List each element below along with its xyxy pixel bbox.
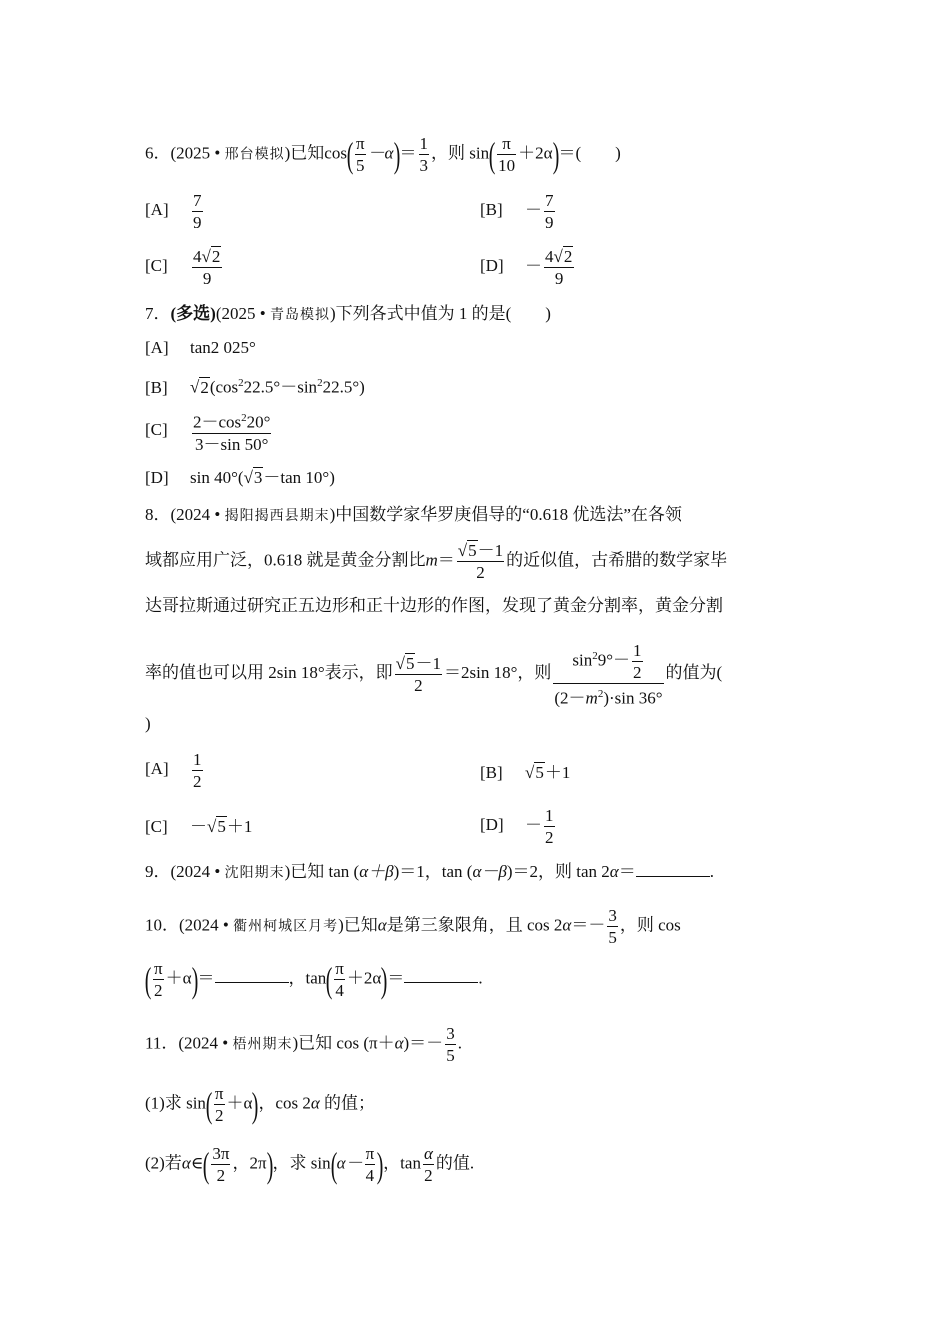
option-label: [B] [480, 200, 503, 220]
fraction [395, 653, 442, 696]
q9-text: )＝1，tan ( [393, 862, 473, 881]
option-text: －tan 10° [263, 468, 330, 487]
frac-den: 2 [424, 1166, 433, 1185]
paren-left: ( [144, 959, 152, 1000]
frac-den: 2 [193, 772, 202, 791]
paren-left: ( [330, 1144, 337, 1185]
q9-text: ＝ [618, 862, 636, 881]
frac-den: 2 [214, 1106, 224, 1125]
q9-source-year: (2024 [170, 862, 211, 881]
q9-text: )＝2，则 tan 2 [506, 862, 610, 881]
exponent: 2 [317, 377, 323, 389]
frac-den: 9 [554, 269, 564, 288]
var-alpha: α [377, 915, 387, 935]
coef: 4 [193, 247, 202, 266]
option-text: sin 40° [190, 468, 238, 487]
q7-option-c[interactable] [145, 408, 273, 455]
paren-right: ) [376, 1144, 384, 1185]
q8-text: ＝2sin 18°，则 [443, 663, 552, 683]
frac-den: 10 [498, 156, 516, 175]
q7-source-name: 青岛模拟 [269, 308, 330, 323]
q10-line-1: 10．(2024 • 衢州柯城区月考)已知α是第三象限角，且 cos 2α＝－ $\frac{3}{5}$ ，则 cos [145, 906, 681, 947]
sqrt-symbol: √ [190, 377, 200, 397]
option-text: 22.5°－sin [243, 377, 318, 397]
paren-right: ) [393, 134, 400, 175]
fraction [192, 190, 203, 233]
q9-stem: 9．(2024 • 沈阳期末)已知 tan (α＋β)＝1，tan (α－β)＝2，则 tan 2α＝ . [145, 862, 714, 881]
frac-num [395, 653, 442, 675]
frac-num: 1 [545, 806, 554, 825]
fraction [544, 190, 555, 233]
q7-text: )下列各式中值为 1 的是( ) [329, 304, 551, 323]
fraction [497, 133, 516, 176]
minus-one: －1 [415, 653, 441, 673]
equals: ＝ [437, 550, 455, 570]
q6-answer-paren: ＝( ) [558, 143, 621, 163]
radicand: 5 [405, 653, 415, 673]
q6-text: )已知 [284, 143, 325, 163]
option-sign: － [525, 256, 542, 276]
frac-num: π [355, 134, 365, 153]
frac-den: 5 [608, 928, 617, 947]
fraction [544, 805, 555, 848]
q8-text: ) [145, 714, 151, 733]
q8-option-b[interactable] [480, 758, 570, 783]
q7-option-b[interactable] [145, 371, 365, 400]
option-sign: － [525, 815, 542, 835]
q9-expr: α＋β [359, 862, 394, 881]
q6-option-a[interactable] [145, 190, 205, 233]
fraction [607, 905, 618, 948]
exponent: 2 [597, 688, 604, 700]
q10-text: 是第三象限角，且 cos 2 [386, 915, 563, 935]
q11-source-year: (2024 [178, 1033, 219, 1053]
sqrt-symbol: √ [553, 247, 563, 266]
frac-num: 3 [608, 906, 617, 925]
frac-den: 2 [545, 828, 554, 847]
q6-source-year: (2025 [170, 143, 211, 163]
q6-number: 6． [145, 143, 171, 163]
frac-num: 1 [633, 641, 642, 660]
fraction [365, 1143, 376, 1186]
q7-multi-tag: (多选) [170, 304, 216, 323]
frac-num: 1 [419, 134, 428, 153]
q6-minus-alpha: －α [367, 143, 394, 163]
fraction [355, 133, 366, 176]
fraction [211, 1143, 230, 1186]
var-alpha: α [181, 1153, 191, 1173]
q10-text: ，则 cos [619, 915, 681, 935]
q10-source-year: (2024 [179, 915, 219, 935]
q8-line-1: 8．(2024 • 揭阳揭西县期末)中国数学家华罗庚倡导的“0.618 优选法”在各领 [145, 505, 682, 524]
frac-den: 4 [335, 981, 344, 1000]
frac-den: 2 [414, 675, 423, 695]
frac-den: 4 [365, 1166, 375, 1185]
q8-line-4 [145, 640, 722, 709]
q6-source-name: 邢台模拟 [224, 147, 285, 163]
frac-num: π [214, 1084, 224, 1103]
paren-left: ( [237, 468, 244, 487]
q11-text: ，2π [232, 1153, 267, 1173]
frac-den [553, 684, 663, 709]
q11-text: )已知 cos (π＋ [292, 1033, 395, 1053]
q11-part-2 [145, 1143, 474, 1186]
q8-text: 达哥拉斯通过研究正五边形和正十边形的作图，发现了黄金分割率，黄金分割 [145, 596, 723, 615]
q11-text: ，求 sin [272, 1153, 331, 1173]
q6-cos: cos [324, 143, 347, 163]
frac-den: 9 [545, 213, 554, 232]
sqrt-symbol: √ [525, 763, 535, 782]
q11-text: ，tan [383, 1153, 421, 1173]
option-label: [C] [145, 256, 168, 276]
frac-num: 3 [446, 1024, 455, 1043]
option-label: [B] [145, 377, 168, 397]
q10-text: ＝－ [571, 915, 606, 935]
exponent: 2 [592, 649, 598, 662]
frac-den: 2 [476, 563, 485, 582]
q10-source-name: 衢州柯城区月考 [233, 919, 339, 935]
q8-text: 率的值也可以用 2sin 18°表示，即 [145, 663, 393, 683]
paren-left: ( [205, 1084, 213, 1125]
q10-plus-alpha: ＋α [165, 968, 192, 988]
frac-num-part: 2－cos [193, 412, 242, 432]
option-text: ＋1 [544, 763, 571, 782]
fraction [192, 246, 222, 289]
q9-number: 9． [145, 862, 171, 881]
paren-right: ) [266, 1144, 273, 1185]
q7-number: 7． [145, 304, 171, 323]
frac-den: 2 [154, 981, 163, 1000]
option-label: [A] [145, 759, 169, 779]
frac-num-part: sin [572, 650, 593, 670]
sqrt-symbol: √ [243, 468, 253, 487]
q8-source-year: (2024 [170, 505, 211, 524]
q11-text: 的值. [435, 1153, 475, 1173]
frac-num: π [154, 959, 163, 978]
q9-text: )已知 tan ( [284, 862, 360, 881]
q11-part-1 [145, 1083, 375, 1126]
frac-num-part: 20° [246, 412, 271, 432]
q6-text-mid: ，则 sin [431, 143, 490, 163]
frac-num [192, 246, 222, 268]
frac-den: 2 [216, 1166, 226, 1185]
var-m: m [425, 550, 438, 570]
answer-blank[interactable] [404, 968, 478, 983]
sqrt-symbol: √ [207, 817, 217, 836]
q7-option-d[interactable] [145, 466, 335, 490]
q9-expr: α [609, 862, 619, 881]
q11-text: )＝－ [403, 1033, 444, 1053]
var-alpha: α [562, 915, 572, 935]
element-of: ∈ [190, 1153, 204, 1173]
q8-line-3 [145, 594, 723, 618]
radicand: 2 [563, 247, 573, 266]
frac-num [457, 540, 504, 562]
frac-den: 9 [193, 213, 202, 232]
frac-den: 2 [633, 663, 642, 682]
paren-right: ) [252, 1084, 259, 1125]
fraction [419, 133, 430, 176]
q7-stem: 7．(多选)(2025 • 青岛模拟)下列各式中值为 1 的是( ) [145, 304, 551, 323]
var-m: m [585, 688, 598, 708]
frac-num: 1 [193, 750, 202, 769]
frac-num [553, 640, 663, 684]
option-label: [A] [145, 338, 169, 357]
option-label: [D] [480, 256, 504, 276]
q8-text: 域都应用广泛，0.618 就是黄金分割比 [145, 550, 426, 570]
q8-number: 8． [145, 505, 171, 524]
q6-option-b[interactable] [480, 190, 557, 233]
fraction [423, 1143, 434, 1186]
answer-blank[interactable] [636, 862, 710, 877]
q11-end: . [457, 1033, 462, 1053]
q6-equals: ＝ [399, 143, 417, 163]
frac-num-part: 9°－ [597, 650, 631, 670]
q8-line-2 [145, 540, 727, 583]
q9-end: . [709, 862, 714, 881]
fraction [192, 408, 271, 455]
exponent: 2 [241, 412, 247, 424]
frac-den: 9 [202, 269, 212, 288]
q10-end: . [478, 968, 483, 988]
fraction [214, 1083, 225, 1126]
paren-left: ( [325, 959, 333, 1000]
paren-left: ( [488, 134, 496, 175]
paren-right: ) [552, 134, 559, 175]
radicand: 5 [468, 541, 477, 560]
q11-expr: α－ [336, 1153, 363, 1173]
q11-number: 11． [145, 1033, 179, 1053]
frac-den-part: )·sin 36° [603, 688, 663, 708]
q8-text: 的值为( [665, 663, 723, 683]
q11-plus-alpha: ＋α [226, 1093, 253, 1113]
coef: 4 [545, 247, 554, 266]
q11-text: (1)求 sin [145, 1093, 206, 1113]
frac-num: α [423, 1144, 433, 1163]
frac-num: 7 [193, 191, 202, 210]
q11-stem: 11．(2024 • 梧州期末)已知 cos (π＋α)＝－ $\frac{3}{5}$ . [145, 1024, 462, 1065]
option-label: [C] [145, 420, 168, 440]
q9-source-name: 沈阳期末 [224, 866, 285, 881]
q8-source-name: 揭阳揭西县期末 [224, 509, 330, 524]
paren-left: ( [346, 134, 354, 175]
q8-option-a[interactable] [145, 749, 205, 792]
q6-stem: 6．(2025 • 邢台模拟)已知cos( $\frac{\pi}{5}$ －α)＝ $\frac{1}{3}$ ，则 sin( $\frac{\pi}{10}$ ＋2α)＝( ) [145, 134, 621, 175]
q8-option-d[interactable] [480, 805, 557, 848]
fraction [457, 540, 504, 583]
option-sign: － [525, 200, 542, 220]
frac-den: 5 [356, 156, 365, 175]
fraction [334, 958, 345, 1001]
frac-den: 3－sin 50° [195, 434, 269, 454]
option-text: ＋1 [226, 817, 253, 836]
q10-line-2 [145, 958, 483, 1001]
q10-text: ，tan [288, 968, 327, 988]
q8-text: )中国数学家华罗庚倡导的“0.618 优选法”在各领 [329, 505, 682, 524]
minus-one: －1 [477, 541, 504, 560]
q6-option-c[interactable] [145, 246, 224, 289]
frac-num: π [335, 959, 344, 978]
frac-num: π [365, 1144, 375, 1163]
frac-num: π [497, 133, 516, 155]
q8-option-c[interactable] [145, 815, 252, 839]
frac-den-part: (2－ [554, 688, 586, 708]
radicand: 2 [200, 377, 209, 397]
frac-num: 3π [212, 1144, 230, 1163]
option-text: 22.5°) [322, 377, 365, 397]
fraction [544, 246, 574, 289]
fraction [192, 749, 203, 792]
answer-blank[interactable] [215, 968, 289, 983]
q6-option-d[interactable] [480, 246, 576, 289]
q7-source-year: (2025 [215, 304, 256, 323]
exponent: 2 [238, 377, 244, 389]
q7-option-a[interactable] [145, 336, 256, 360]
q10-text: )已知 [338, 915, 378, 935]
q11-text: 的值； [319, 1093, 376, 1113]
q6-plus-2alpha: ＋2α [518, 143, 553, 163]
sqrt-symbol: √ [457, 541, 468, 560]
frac-den: 5 [446, 1046, 455, 1065]
option-label: [D] [145, 468, 169, 487]
option-label: [D] [480, 815, 504, 835]
option-label: [A] [145, 200, 169, 220]
radicand: 5 [217, 817, 226, 836]
q10-plus-2alpha: ＋2α [346, 968, 382, 988]
frac-num [192, 408, 271, 434]
paren-right: ) [381, 959, 388, 1000]
equals: ＝ [387, 968, 405, 988]
option-label: [B] [480, 763, 503, 782]
option-text: tan2 025° [190, 338, 256, 357]
fraction [553, 640, 663, 709]
fraction [632, 640, 643, 683]
sqrt-symbol: √ [201, 247, 211, 266]
radicand: 3 [253, 468, 263, 487]
sqrt-symbol: √ [395, 653, 405, 673]
fraction [445, 1023, 456, 1066]
option-text: (cos [209, 377, 239, 397]
radicand: 2 [211, 247, 221, 266]
var-alpha: α [310, 1093, 320, 1113]
q10-number: 10． [145, 915, 179, 935]
frac-den: 3 [419, 156, 428, 175]
var-alpha: α [394, 1033, 404, 1053]
paren-right: ) [191, 959, 198, 1000]
option-label: [C] [145, 817, 168, 836]
paren-right: ) [329, 468, 335, 487]
q11-text: (2)若 [145, 1153, 182, 1173]
q11-source-name: 梧州期末 [232, 1037, 293, 1053]
equals: ＝ [197, 968, 215, 988]
q8-line-5 [145, 712, 151, 736]
q8-text: 的近似值，古希腊的数学家毕 [506, 550, 728, 570]
radicand: 5 [535, 763, 544, 782]
option-sign: － [190, 817, 207, 836]
frac-num [544, 246, 574, 268]
fraction [153, 958, 164, 1001]
q11-text: ，cos 2 [258, 1093, 311, 1113]
frac-num: 7 [545, 191, 554, 210]
paren-left: ( [203, 1144, 210, 1185]
q9-expr: α－β [472, 862, 507, 881]
